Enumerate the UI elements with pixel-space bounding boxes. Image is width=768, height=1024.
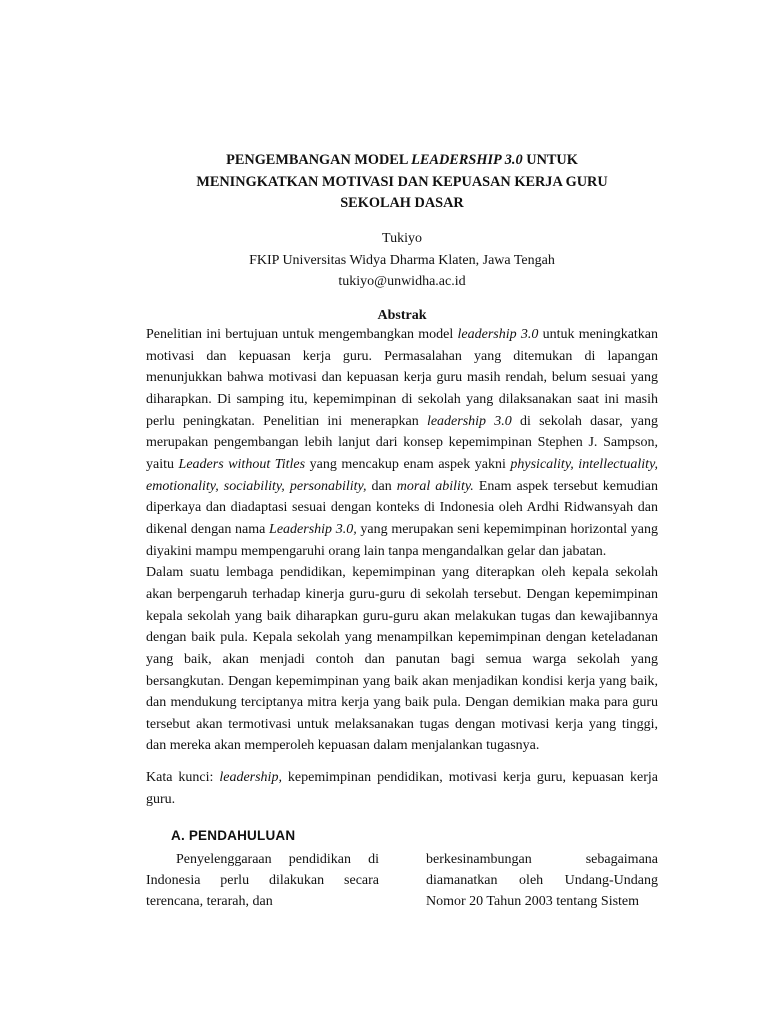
title-line-1: PENGEMBANGAN MODEL LEADERSHIP 3.0 UNTUK bbox=[226, 152, 578, 168]
author-name: Tukiyo bbox=[382, 231, 422, 246]
section-heading: A. PENDAHULUAN bbox=[171, 828, 296, 843]
abstract-heading: Abstrak bbox=[377, 308, 427, 323]
keywords: Kata kunci: leadership, kepemimpinan pendidikan, motivasi kerja guru, kepuasan kerja guru. bbox=[146, 770, 659, 807]
abstract-text: Penelitian ini bertujuan untuk mengembangkan model leadership 3.0 untuk meningkatkan motivasi dan kepuasan kerja guru. Permasalahan yang ditemukan di lapangan menunjukkan bahwa motivasi dan kepuasan kerja guru masih rendah, belum sesuai yang diharapkan. Di samping itu, kepemimpinan di sekolah yang dilaksanakan saat ini masih perlu peningkatan. Penelitian ini menerapkan leadership 3.0 di sekolah dasar, yang merupakan pengembangan lebih lanjut dari konsep kepemimpinan Stephen J. Sampson, yaitu Leaders without Titles yang mencakup enam aspek yakni physicality, intellectuality, emotionality, sociability, personability, dan moral ability. Enam aspek tersebut kemudian diperkaya dan diadaptasi sesuai dengan konteks di Indonesia oleh Ardhi Ridwansyah dan dikenal dengan nama Leadership 3.0, yang merupakan seni kepemimpinan horizontal yang diyakini mampu mempengaruhi orang lain tanpa mengandalkan gelar dan jabatan. Dalam suatu lembaga pendidikan, kepemimpinan yang diterapkan oleh kepala sekolah akan berpengaruh terhadap kinerja guru-guru di sekolah tersebut. Dengan kepemimpinan kepala sekolah yang baik diharapkan guru-guru akan melakukan tugas dan kewajibannya dengan baik pula. Kepala sekolah yang menampilkan kepemimpinan dengan keteladanan yang baik, akan menjadi contoh dan panutan bagi semua warga sekolah yang bersangkutan. Dengan kepemimpinan yang baik akan menjadikan kondisi kerja yang baik, dan mendukung terciptanya mitra kerja yang baik pula. Dengan demikian maka para guru tersebut akan termotivasi untuk melaksanakan tugas dengan motivasi kerja yang tinggi, dan mereka akan memperoleh kepuasan dalam menjalankan tugasnya. bbox=[146, 327, 659, 754]
author-email: tukiyo@unwidha.ac.id bbox=[338, 274, 466, 289]
title-line-2: MENINGKATKAN MOTIVASI DAN KEPUASAN KERJA GURU bbox=[196, 173, 608, 190]
author-block bbox=[146, 228, 658, 293]
author-affiliation: FKIP Universitas Widya Dharma Klaten, Jawa Tengah bbox=[249, 252, 555, 268]
body-column-right: berkesinambungan sebagaimana diamanatkan oleh Undang-Undang Nomor 20 Tahun 2003 tentang Sistem bbox=[426, 852, 658, 909]
title-line-3: SEKOLAH DASAR bbox=[340, 195, 464, 211]
paper-title bbox=[146, 150, 658, 215]
body-column-left: Penyelenggaraan pendidikan di Indonesia perlu dilakukan secara terencana, terarah, dan bbox=[146, 852, 379, 909]
